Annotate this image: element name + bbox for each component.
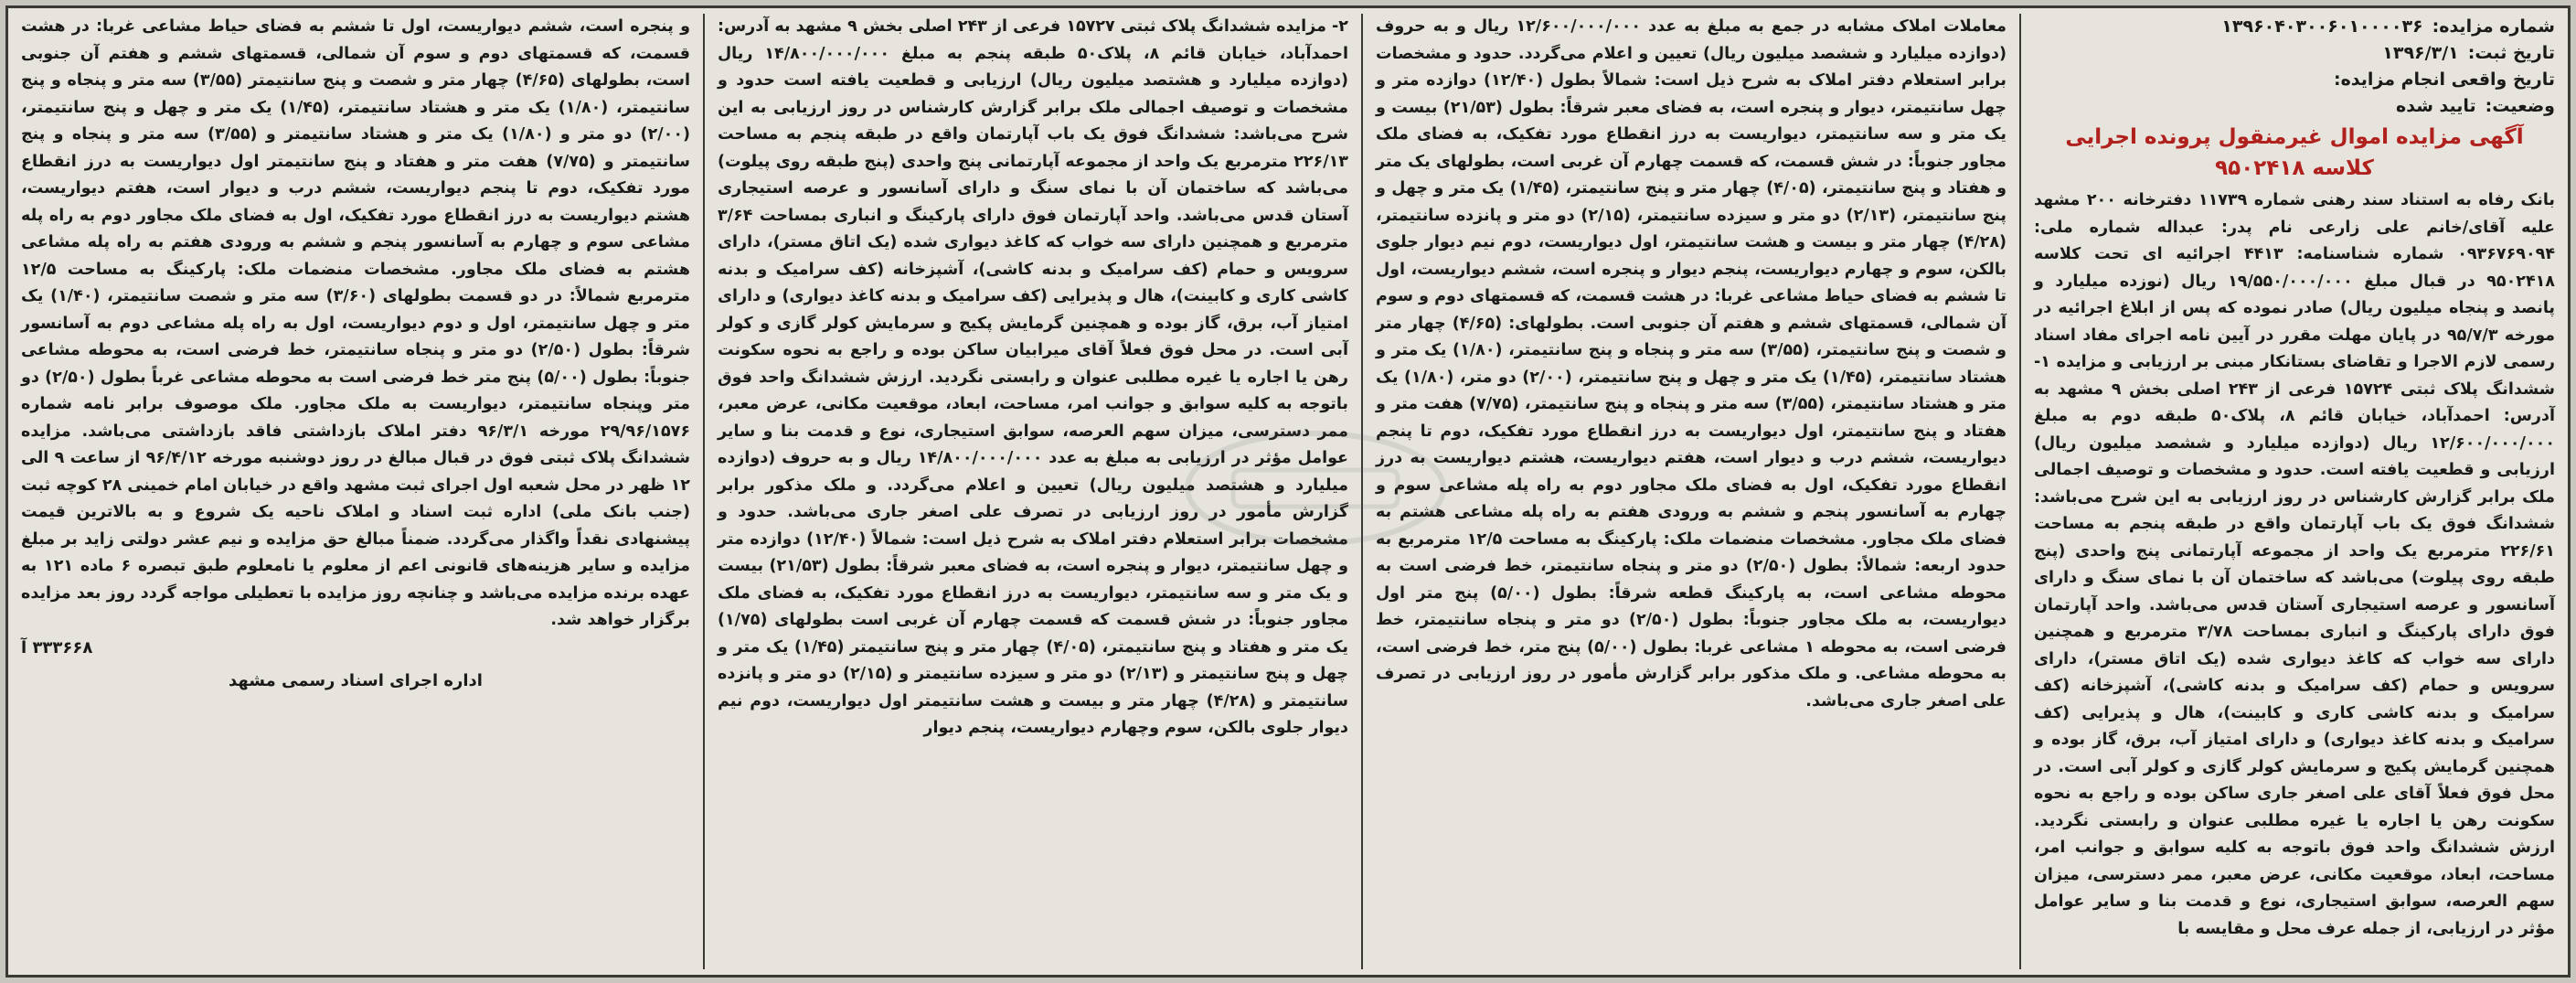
registration-date: ۱۳۹۶/۳/۱ [2382, 43, 2459, 63]
notice-meta [2034, 14, 2555, 120]
file-number: ۱۳۹۶۰۴۰۳۰۰۶۰۱۰۰۰۰۳۶ [2221, 16, 2423, 37]
column-2 [1361, 14, 2019, 969]
reference-code: ۳۳۳۶۶۸ آ [21, 637, 93, 657]
column-3 [703, 14, 1361, 969]
auction-notice [5, 5, 2571, 978]
status-label: وضعیت: [2485, 96, 2555, 116]
body-text-4: و پنجره است، ششم دیواریست، اول تا ششم به فضای حیاط مشاعی غربا: در هشت قسمت، که قسمتهای دوم و سوم آن شمالی، قسمتهای ششم و هفتم آن جنوبی است، بطولهای (۴/۶۵) چهار متر و شصت و پنج سانتیمتر (۳/۵۵) سه متر و پنجاه و پنج سانتیمتر، (۱/۸۰) یک متر و هشتاد سانتیمتر، (۱/۴۵) یک متر و چهل و پنج سانتیمتر، (۲/۰۰) دو متر و (۱/۸۰) یک متر و هشتاد سانتیمتر و (۳/۵۵) سه متر و پنجاه و پنج سانتیمتر و (۷/۷۵) هفت متر و هفتاد و پنج سانتیمتر اول دیواریست به درز انقطاع مورد تفکیک، دوم تا پنجم دیواریست، ششم درب و دیوار است، هفتم دیواریست، هشتم دیواریست به درز انقطاع مورد تفکیک، اول به فضای ملک مجاور دوم به راه پله مشاعی سوم و چهارم به آسانسور پنجم و ششم به ورودی هفتم به راه پله مشاعی هشتم به فضای ملک مجاور. مشخصات منضمات ملک: پارکینگ به مساحت ۱۲/۵ مترمربع شمالاً: در دو قسمت بطولهای (۳/۶۰) سه متر و شصت سانتیمتر، (۱/۴۰) یک متر و چهل سانتیمتر، اول و دوم دیواریست، اول به راه پله مشاعی دوم به آسانسور شرقاً: بطول (۲/۵۰) دو متر و پنجاه سانتیمتر، خط فرضی است، به محوطه مشاعی جنوباً: بطول (۵/۰۰) پنج متر خط فرضی است به محوطه مشاعی غرباً بطول (۲/۵۰) دو متر وپنجاه سانتیمتر، دیواریست به ملک مجاور. ملک موصوف برابر نامه شماره ۲۹/۹۶/۱۵۷۶ مورخه ۹۶/۳/۱ دفتر املاک بازداشتی فاقد بازداشتی می‌باشد. مزایده ششدانگ پلاک ثبتی فوق در قبال مبالغ در روز دوشنبه مورخه ۹۶/۴/۱۲ از ساعت ۹ الی ۱۲ ظهر در محل شعبه اول اجرای ثبت مشهد واقع در خیابان امام خمینی ۲۸ کوچه ثبت (جنب بانک ملی) اداره ثبت اسناد و املاک ناحیه یک شروع و به بالاترین قیمت پیشنهادی نقداً واگذار می‌گردد. ضمناً مبالغ حق مزایده و نیم عشر دولتی زاید بر مبلغ مزایده و سایر هزینه‌های قانونی اعم از معلوم یا نامعلوم طبق تبصره ۶ ماده ۱۲۱ به عهده برنده مزایده می‌باشد و چنانچه روز مزایده با تعطیلی مواجه گردد روز بعد مزایده برگزار خواهد شد. [21, 17, 691, 629]
issuer-signature: اداره اجرای اسناد رسمی مشهد [229, 670, 483, 690]
body-text-3: ۲- مزایده ششدانگ پلاک ثبتی ۱۵۷۲۷ فرعی از ۲۴۳ اصلی بخش ۹ مشهد به آدرس: احمدآباد، خیابان قائم ۸، پلاک۵۰ طبقه پنجم به مبلغ ۱۴/۸۰۰/۰۰۰/۰۰۰ ریال (دوازده میلیارد و هشتصد میلیون ریال) ارزیابی و قطعیت یافته است حدود و مشخصات و توصیف اجمالی ملک برابر گزارش کارشناس در روز ارزیابی به این شرح می‌باشد: ششدانگ فوق یک باب آپارتمان واقع در طبقه پنجم به مساحت ۲۲۶/۱۳ مترمربع یک واحد از مجموعه آپارتمانی پنج واحدی (پنج طبقه روی پیلوت) می‌باشد که ساختمان آن با نمای سنگ و دارای آسانسور و عرصه استیجاری آستان قدس می‌باشد. واحد آپارتمان فوق دارای پارکینگ و انباری بمساحت ۳/۶۴ مترمربع و همچنین دارای سه خواب که کاغذ دیواری شده (یک اتاق مستر)، دارای سرویس و حمام (کف سرامیک و بدنه کاشی)، آشپزخانه (کف سرامیک و بدنه کاشی کاری و کابینت)، هال و پذیرایی (کف سرامیک و بدنه کاغذ دیواری) و دارای امتیاز آب، برق، گاز بوده و همچنین گرمایش پکیج و سرمایش کولر گازی و کولر آبی است. در محل فوق فعلاً آقای میرابیان ساکن بوده و راجع به نحوه سکونت رهن یا اجاره یا غیره مطلبی عنوان و رابستی نگردید. ارزش ششدانگ واحد فوق باتوجه به کلیه سوابق و جوانب امر، مساحت، ابعاد، موقعیت مکانی، عرض معبر، ممر دسترسی، میزان سهم العرصه، سوابق استیجاری، نوع و قدمت بنا و سایر عوامل مؤثر در ارزیابی به مبلغ به عدد ۱۴/۸۰۰/۰۰۰/۰۰۰ ریال و به حروف (دوازده میلیارد و هشتصد میلیون ریال) تعیین و اعلام می‌گردد. و ملک مذکور برابر گزارش مأمور در روز ارزیابی در تصرف علی اصغر جاری می‌باشد. حدود و مشخصات برابر استعلام دفتر املاک به شرح ذیل است: شمالاً (۱۲/۴۰) دوازده متر و چهل سانتیمتر، دیوار و پنجره است، به فضای معبر شرقاً: بطول (۲۱/۵۳) بیست و یک متر و سه سانتیمتر، دیواریست به درز انقطاع مورد تفکیک، به فضای ملک مجاور جنوباً: در شش قسمت که قسمت چهارم آن غربی است بطولهای (۱/۷۵) یک متر و هفتاد و پنج سانتیمتر، (۴/۰۵) چهار متر و پنج سانتیمتر (۱/۴۵) یک متر و چهل و پنج سانتیمتر و (۲/۱۳) دو متر و سیزده سانتیمتر و (۲/۱۵) دو متر و پانزده سانتیمتر و (۴/۲۸) چهار متر و بیست و هشت سانتیمتر اول دیواریست، دوم نیم دیوار جلوی بالکن، سوم وچهارم دیواریست، پنجم دیوار [718, 17, 1349, 737]
body-text-1: بانک رفاه به استناد سند رهنی شماره ۱۱۷۳۹ دفترخانه ۲۰۰ مشهد علیه آقای/خانم علی زارعی نام پدر: عبداله شماره ملی: ۰۹۳۶۷۶۹۰۹۴ شماره شناسنامه: ۴۴۱۳ اجرائیه ای تحت کلاسه ۹۵۰۲۴۱۸ در قبال مبلغ ۱۹/۵۵۰/۰۰۰/۰۰۰ ریال (نوزده میلیارد و پانصد و پنجاه میلیون ریال) صادر نموده که پس از ابلاغ اجرائیه در مورخه ۹۵/۷/۳ در پایان مهلت مقرر در آیین نامه اجرای مفاد اسناد رسمی لازم الاجرا و تقاضای بستانکار مبنی بر ارزیابی و مزایده ۱- ششدانگ پلاک ثبتی ۱۵۷۲۴ فرعی از ۲۴۳ اصلی بخش ۹ مشهد به آدرس: احمدآباد، خیابان قائم ۸، پلاک۵۰ طبقه دوم به مبلغ ۱۲/۶۰۰/۰۰۰/۰۰۰ ریال (دوازده میلیارد و ششصد میلیون ریال) ارزیابی و قطعیت یافته است. حدود و مشخصات و توصیف اجمالی ملک برابر گزارش کارشناس در روز ارزیابی به این شرح می‌باشد: ششدانگ فوق یک باب آپارتمان واقع در طبقه پنجم به مساحت ۲۲۶/۶۱ مترمربع یک واحد از مجموعه آپارتمانی پنج واحدی (پنج طبقه روی پیلوت) می‌باشد که ساختمان آن با نمای سنگ و دارای آسانسور و عرصه استیجاری آستان قدس می‌باشد. واحد آپارتمان فوق دارای پارکینگ و انباری بمساحت ۳/۷۸ مترمربع و همچنین دارای سه خواب که کاغذ دیواری شده (یک اتاق مستر)، دارای سرویس و حمام (کف سرامیک و بدنه کاشی)، آشپزخانه (کف سرامیک و بدنه کاشی کاری و کابینت)، هال و پذیرایی (کف سرامیک و بدنه کاغذ دیواری) و دارای امتیاز آب، برق، گاز بوده و همچنین گرمایش پکیج و سرمایش کولر گازی و کولر آبی است. در محل فوق فعلاً آقای علی اصغر جاری ساکن بوده و راجع به نحوه سکونت رهن یا اجاره یا غیره مطلبی عنوان و رابستی نگردید. ارزش ششدانگ واحد فوق باتوجه به کلیه سوابق و جوانب امر، مساحت، ابعاد، موقعیت مکانی، عرض معبر، ممر دسترسی، میزان سهم العرصه، سوابق استیجاری، نوع و قدمت بنا و سایر عوامل مؤثر در ارزیابی، از جمله عرف محل و مقایسه با [2034, 191, 2555, 938]
file-number-label: شماره مزایده: [2432, 16, 2555, 37]
notice-headline: آگهی مزایده اموال غیرمنقول پرونده اجرایی کلاسه ۹۵۰۲۴۱۸ [2065, 125, 2524, 180]
body-text-2: معاملات املاک مشابه در جمع به مبلغ به عدد ۱۲/۶۰۰/۰۰۰/۰۰۰ ریال و به حروف (دوازده میلیارد و ششصد میلیون ریال) تعیین و اعلام می‌گردد. حدود و مشخصات برابر استعلام دفتر املاک به شرح ذیل است: شمالاً بطول (۱۲/۴۰) دوازده متر و چهل سانتیمتر، دیوار و پنجره است، به فضای معبر شرقاً: بطول (۲۱/۵۳) بیست و یک متر و سه سانتیمتر، دیواریست به درز انقطاع مورد تفکیک، به فضای ملک مجاور جنوباً: در شش قسمت، که قسمت چهارم آن غربی است، بطولهای یک متر و هفتاد و پنج سانتیمتر، (۴/۰۵) چهار متر و پنج سانتیمتر، (۱/۴۵) یک متر و چهل و پنج سانتیمتر، (۲/۱۳) دو متر و سیزده سانتیمتر، (۲/۱۵) دو متر و پانزده سانتیمتر، (۴/۲۸) چهار متر و بیست و هشت سانتیمتر، اول دیواریست، دوم نیم دیوار جلوی بالکن، سوم و چهارم دیواریست، پنجم دیوار و پنجره است، ششم دیواریست، اول تا ششم به فضای حیاط مشاعی غربا: در هشت قسمت، که قسمتهای دوم و سوم آن شمالی، قسمتهای ششم و هفتم آن جنوبی است. بطولهای: (۴/۶۵) چهار متر و شصت و پنج سانتیمتر، (۳/۵۵) سه متر و پنجاه و پنج سانتیمتر، (۱/۸۰) یک متر و هشتاد سانتیمتر، (۱/۴۵) یک متر و چهل و پنج سانتیمتر، (۲/۰۰) دو متر، (۱/۸۰) یک متر و هشتاد سانتیمتر، (۳/۵۵) سه متر و پنجاه و پنج سانتیمتر، (۷/۷۵) هفت متر و هفتاد و پنج سانتیمتر، اول دیواریست به درز انقطاع مورد تفکیک، دوم تا پنجم دیواریست، ششم درب و دیوار است، هفتم دیواریست، هشتم دیواریست به درز انقطاع مورد تفکیک، اول به فضای ملک مجاور دوم به راه پله مشاعی سوم و چهارم به آسانسور پنجم و ششم به ورودی هفتم به راه پله مشاعی هشتم به فضای ملک مجاور. مشخصات منضمات ملک: پارکینگ به مساحت ۱۲/۵ مترمربع به حدود اربعه: شمالاً: بطول (۲/۵۰) دو متر و پنجاه سانتیمتر، خط فرضی است به محوطه مشاعی است، به پارکینگ قطعه شرقاً: بطول (۵/۰۰) پنج متر اول دیواریست، به ملک مجاور جنوباً: بطول (۲/۵۰) دو متر و پنجاه سانتیمتر، خط فرضی است، به محوطه ۱ مشاعی غربا: بطول (۵/۰۰) پنج متر، خط فرضی است، به محوطه مشاعی. و ملک مذکور برابر گزارش مأمور در روز ارزیابی در تصرف علی اصغر جاری می‌باشد. [1376, 17, 2007, 711]
status-value: تایید شده [2396, 96, 2476, 116]
registration-date-label: تاریخ ثبت: [2467, 43, 2555, 63]
column-4 [8, 14, 703, 969]
action-date-label: تاریخ واقعی انجام مزایده: [2333, 69, 2555, 90]
column-1 [2019, 14, 2568, 969]
